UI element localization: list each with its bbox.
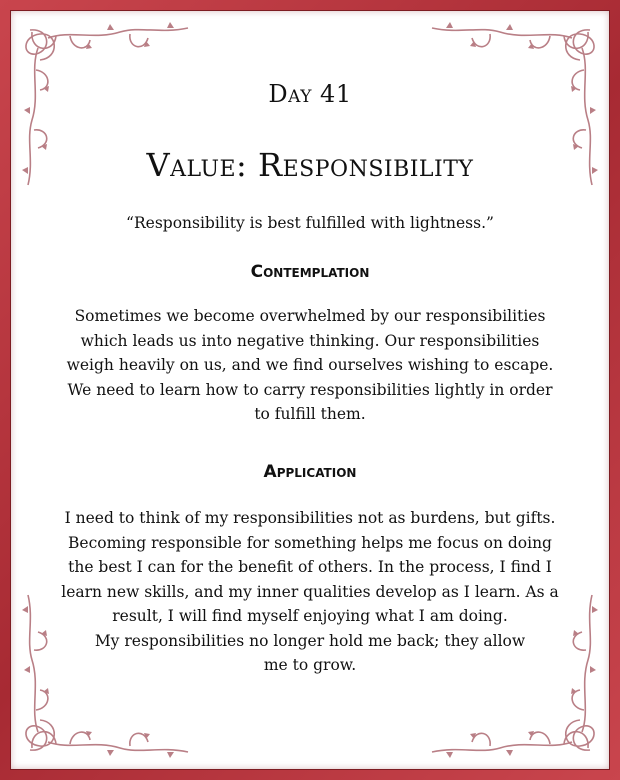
day-label: Day 41 <box>268 80 352 108</box>
paragraph-line: weigh heavily on us, and we find ourselves wishing to escape. <box>66 356 554 374</box>
paragraph-line: result, I will find myself enjoying what I am doing. <box>112 607 508 625</box>
page <box>10 10 610 770</box>
paragraph-line: the best I can for the benefit of others. In the process, I find I <box>68 558 552 576</box>
page-title: Value: Responsibility <box>146 146 474 184</box>
section-heading-application: Application <box>263 462 357 482</box>
paragraph-line: learn new skills, and my inner qualities develop as I learn. As a <box>61 582 559 601</box>
application-paragraph <box>50 506 570 678</box>
paragraph-line: I need to think of my responsibilities not as burdens, but gifts. <box>64 509 556 527</box>
paragraph-line: Becoming responsible for something helps me focus on doing <box>68 533 552 552</box>
paragraph-line: me to grow. <box>263 656 357 674</box>
section-heading-contemplation: Contemplation <box>250 262 370 282</box>
paragraph-line: My responsibilities no longer hold me back; they allow <box>94 631 526 650</box>
paragraph-line: to fulfill them. <box>254 405 366 423</box>
paragraph-line: We need to learn how to carry responsibilities lightly in order <box>67 380 553 399</box>
contemplation-paragraph <box>50 304 570 427</box>
paragraph-line: Sometimes we become overwhelmed by our responsibilities <box>74 307 546 325</box>
paragraph-line: which leads us into negative thinking. Our responsibilities <box>80 331 540 350</box>
quote: “Responsibility is best fulfilled with lightness.” <box>126 214 494 232</box>
